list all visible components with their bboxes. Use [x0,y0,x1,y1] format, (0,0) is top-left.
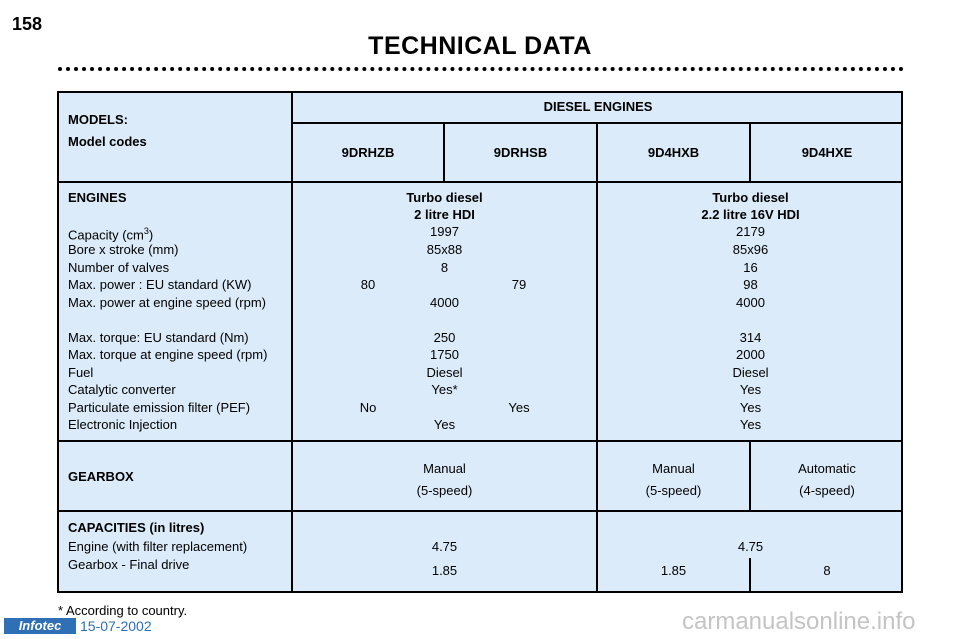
row-label: Number of valves [68,260,170,275]
page-title: TECHNICAL DATA [368,32,592,60]
row-value: 80 [360,277,376,292]
engine-name: 2 litre HDI [414,207,475,222]
row-value: 2000 [736,347,765,362]
technical-data-table [57,91,903,593]
engine-type: Turbo diesel [406,190,483,205]
watermark: carmanualsonline.info [682,608,916,635]
row-value: Yes [739,382,762,397]
gearbox-speed: (5-speed) [416,483,473,498]
row-value: 16 [743,260,758,275]
row-value: Yes [508,400,530,415]
infotec-logo: Infotec [4,618,76,634]
row-value: Diesel [426,365,463,380]
page-number: 158 [12,14,43,34]
gearbox-label: GEARBOX [68,469,134,484]
row-value: Diesel [732,365,769,380]
row-value: Yes [739,417,762,432]
row-value: 85x88 [426,242,463,257]
model-codes-label: Model codes [68,134,147,149]
row-value: 98 [743,277,758,292]
row-value: 4000 [430,295,459,310]
row-value: 2179 [736,224,765,239]
diesel-engines-heading: DIESEL ENGINES [543,99,653,114]
engines-label: ENGINES [68,190,127,205]
capacity-engine-label: Engine (with filter replacement) [68,539,248,554]
capacity-value: 1.85 [660,563,687,578]
models-label: MODELS: [68,112,128,127]
row-value: No [359,400,377,415]
capacities-label: CAPACITIES (in litres) [68,520,205,535]
publication-date: 15-07-2002 [80,618,152,634]
row-label: Bore x stroke (mm) [68,242,179,257]
engine-name: 2.2 litre 16V HDI [701,207,800,222]
row-label: Fuel [68,365,94,380]
row-value: Yes* [431,382,458,397]
row-value: 79 [511,277,527,292]
row-label: Max. torque at engine speed (rpm) [68,347,268,362]
model-code: 9DRHZB [341,145,395,160]
row-label: Max. power : EU standard (KW) [68,277,252,292]
capacity-value: 1.85 [431,563,458,578]
gearbox-type: Manual [423,461,466,476]
row-label: Max. power at engine speed (rpm) [68,295,266,310]
row-value: 4000 [736,295,765,310]
capacity-value: 4.75 [431,539,458,554]
dotted-divider [58,67,904,71]
row-value: 314 [739,330,762,345]
row-value: 1750 [430,347,459,362]
row-value: Yes [433,417,456,432]
row-label-superscript: 3 [143,226,149,236]
row-value: 8 [440,260,449,275]
row-label: Max. torque: EU standard (Nm) [68,330,249,345]
model-code: 9D4HXB [647,145,700,160]
row-value: 250 [433,330,456,345]
engine-type: Turbo diesel [712,190,789,205]
row-label-text: ) [148,227,154,243]
model-code: 9D4HXE [801,145,853,160]
section-line [59,440,903,442]
section-line [59,181,903,183]
row-label: Electronic Injection [68,417,178,432]
capacity-gearbox-label: Gearbox - Final drive [68,557,190,572]
row-value: 1997 [430,224,459,239]
capacity-value: 4.75 [737,539,764,554]
gearbox-type: Manual [652,461,695,476]
footnote: * According to country. [58,603,188,618]
gearbox-type: Automatic [798,461,856,476]
row-value: Yes [739,400,762,415]
row-label: Catalytic converter [68,382,176,397]
capacity-value: 8 [823,563,831,578]
row-label: Particulate emission filter (PEF) [68,400,251,415]
row-label-text: Capacity (cm [68,227,144,243]
model-code: 9DRHSB [493,145,548,160]
section-line [59,510,903,512]
gearbox-speed: (5-speed) [645,483,702,498]
row-value: 85x96 [732,242,769,257]
gearbox-speed: (4-speed) [799,483,855,498]
